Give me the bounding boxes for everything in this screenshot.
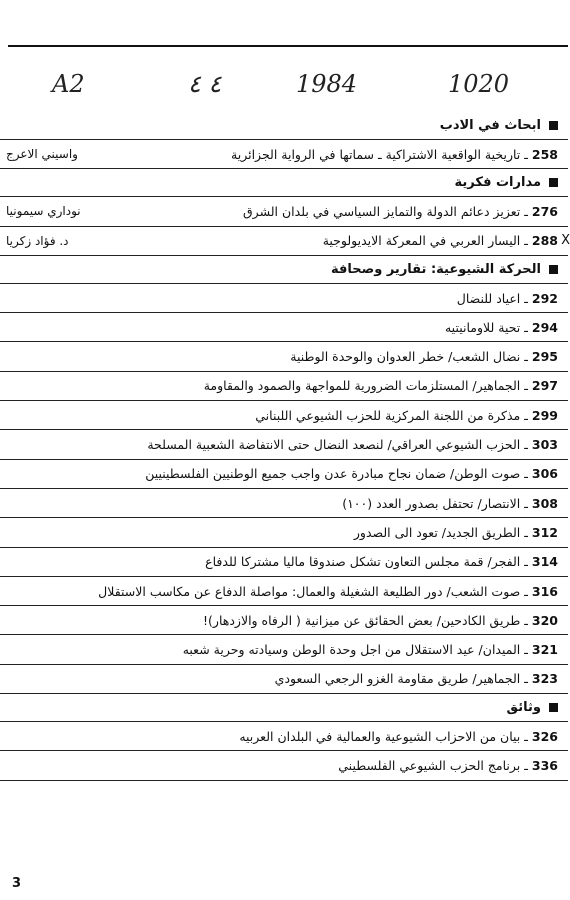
handwritten-issue: ٤ ٤	[188, 70, 222, 98]
handwritten-annotation	[0, 66, 568, 110]
entry-title: ـ الطريق الجديد/ تعود الى الصدور	[353, 524, 528, 540]
toc-entry	[0, 372, 568, 401]
page-ref: 303	[531, 437, 558, 453]
toc-entry	[0, 665, 568, 694]
toc-entry	[0, 518, 568, 547]
entry-title: ـ برنامج الحزب الشيوعي الفلسطيني	[338, 757, 528, 773]
toc-entry	[0, 635, 568, 664]
page-ref: 295	[531, 349, 558, 365]
toc-entry	[0, 313, 568, 342]
toc-entry	[0, 227, 568, 256]
entry-title: ـ نضال الشعب/ خطر العدوان والوحدة الوطنية	[290, 349, 528, 365]
handwritten-code: A2	[52, 70, 85, 98]
section-title: الحركة الشيوعية: تقارير وصحافة	[331, 261, 541, 277]
page-ref: 306	[531, 466, 558, 482]
page-ref: 321	[531, 642, 558, 658]
entry-title: ـ صوت الوطن/ ضمان نجاح مبادرة عدن واجب جميع الوطنيين الفلسطينيين	[145, 466, 528, 482]
entry-title: ـ صوت الشعب/ دور الطليعة الشغيلة والعمال: مواصلة الدفاع عن مكاسب الاستقلال	[98, 583, 528, 599]
square-bullet-icon	[549, 178, 558, 187]
section-title: وثائق	[506, 700, 541, 716]
page-number: 3	[12, 876, 22, 891]
top-rule	[8, 45, 568, 47]
page-ref: 276	[531, 203, 558, 219]
page-ref: 336	[531, 757, 558, 773]
toc-entry	[0, 342, 568, 371]
page-ref: 312	[531, 524, 558, 540]
entry-title: ـ الحزب الشيوعي العراقي/ لنصعد النضال حتى الانتفاضة الشعبية المسلحة	[147, 437, 528, 453]
toc-entry	[0, 140, 568, 169]
page-ref: 258	[531, 146, 558, 162]
toc-entry	[0, 606, 568, 635]
page-ref: 294	[531, 319, 558, 335]
entry-title: ـ الجماهير/ المستلزمات الضرورية للمواجهة والصمود والمقاومة	[203, 378, 528, 394]
section-heading	[0, 112, 568, 140]
toc-entry	[0, 430, 568, 459]
entry-title: ـ الجماهير/ طريق مقاومة الغزو الرجعي السعودي	[274, 671, 528, 687]
square-bullet-icon	[549, 703, 558, 712]
toc-entry	[0, 722, 568, 751]
entry-title: ـ بيان من الاحزاب الشيوعية والعمالية في البلدان العربيه	[239, 728, 528, 744]
page-ref: 299	[531, 407, 558, 423]
entry-author: واسيني الاعرج	[6, 147, 78, 162]
toc-entry	[0, 460, 568, 489]
entry-author: د. فؤاد زكريا	[6, 233, 69, 248]
toc-entry	[0, 284, 568, 313]
entry-title: ـ اعياد للنضال	[456, 290, 528, 306]
entry-author: نوداري سيمونيا	[6, 204, 81, 219]
section-heading	[0, 694, 568, 722]
page-ref: 320	[531, 612, 558, 628]
toc-entry	[0, 489, 568, 518]
page-ref: 314	[531, 554, 558, 570]
entry-title: ـ الفجر/ قمة مجلس التعاون تشكل صندوقا ماليا مشتركا للدفاع	[205, 554, 528, 570]
toc-entry	[0, 751, 568, 780]
page-ref: 326	[531, 728, 558, 744]
section-title: مدارات فكرية	[454, 175, 541, 191]
section-heading	[0, 256, 568, 284]
entry-title: ـ تاريخية الواقعية الاشتراكية ـ سماتها في الرواية الجزائرية	[231, 146, 528, 162]
toc-entry	[0, 548, 568, 577]
entry-title: ـ الانتصار/ تحتفل بصدور العدد (١٠٠)	[342, 495, 528, 511]
entry-title: ـ الميدان/ عيد الاستقلال من اجل وحدة الوطن وسيادته وحرية شعبه	[182, 642, 528, 658]
entry-title: ـ طريق الكادحين/ بعض الحقائق عن ميزانية ( الرفاه والازدهار)!	[203, 612, 528, 628]
page-ref: 323	[531, 671, 558, 687]
entry-title: ـ تعزيز دعائم الدولة والتمايز السياسي في بلدان الشرق	[242, 203, 528, 219]
handwritten-mark: X	[561, 233, 570, 249]
handwritten-number: 1020	[448, 70, 510, 98]
table-of-contents	[0, 112, 568, 781]
section-heading	[0, 169, 568, 197]
toc-entry	[0, 401, 568, 430]
page-ref: 292	[531, 290, 558, 306]
page-ref: 297	[531, 378, 558, 394]
page-ref: 308	[531, 495, 558, 511]
entry-title: ـ مذكرة من اللجنة المركزية للحزب الشيوعي اللبناني	[255, 407, 528, 423]
handwritten-year: 1984	[296, 70, 358, 98]
square-bullet-icon	[549, 121, 558, 130]
square-bullet-icon	[549, 265, 558, 274]
toc-entry	[0, 577, 568, 606]
page-ref: 288	[531, 233, 558, 249]
page-ref: 316	[531, 583, 558, 599]
entry-title: ـ اليسار العربي في المعركة الايديولوجية	[322, 233, 528, 249]
section-title: ابحاث في الادب	[439, 118, 541, 133]
entry-title: ـ تحية للاومانيتيه	[444, 319, 528, 335]
toc-entry	[0, 197, 568, 226]
